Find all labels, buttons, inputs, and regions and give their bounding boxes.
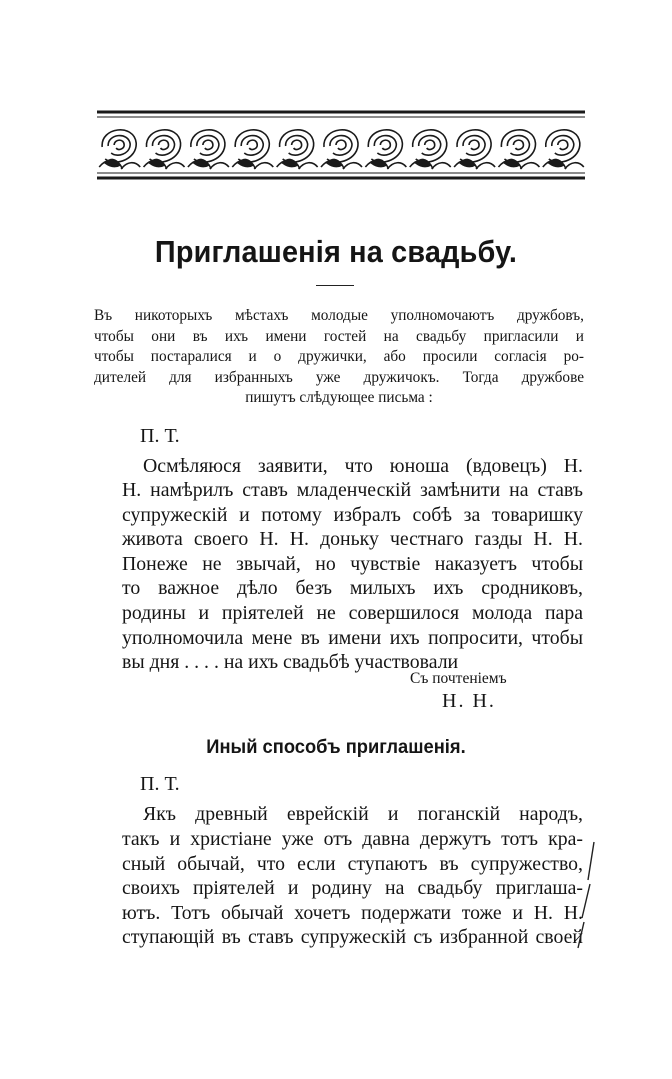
letter-line: такъ и христіане уже отъ давна держутъ тотъ кра- [122,828,583,850]
rose-ornament-icon [188,130,229,169]
letter-line: сный обычай, что если ступаютъ въ супружество, [122,852,583,875]
section-subtitle: Иный способъ приглашенія. [206,736,466,758]
letter-line: Н. намѣрилъ ставъ младенческій замѣнити на ставъ [122,479,583,501]
letter1-body [122,478,583,675]
letter-line: ступающій въ ставъ супружескій съ избранной своей [122,926,583,949]
rose-ornament-icon [277,130,318,169]
rose-ornament-icon [543,130,584,169]
intro-line: пишутъ слѣдующее письма : [245,389,433,406]
letter-line: Понеже не звычай, но чувствіе наказуетъ чтобы [122,552,583,575]
letter1-signature: Н. Н. [442,690,496,712]
letter1-closing: Съ почтеніемъ [410,670,507,687]
letter-line: уполномочила мене въ имени ихъ попросити, чтобы [122,626,583,649]
letter2-body [122,827,583,950]
rose-ornament-icon [365,130,406,169]
letter2-first-line-block [143,802,583,827]
rose-ornament-icon [144,130,185,169]
letter-line: Осмѣляюся заявити, что юноша (вдовецъ) Н. [143,455,583,477]
rose-ornament-icon [454,130,495,169]
letter2-salutation: П. Т. [140,773,180,795]
letter-line: то важное дѣло безъ милыхъ ихъ сродниковъ, [122,577,583,600]
letter-line: супружескій и потому избралъ собѣ за товаришку [122,503,583,526]
letter1-salutation: П. Т. [140,425,180,447]
letter-line: своихъ пріятелей и родину на свадьбу приглаша- [122,877,583,900]
rose-ornament-icon [410,130,451,169]
letter-line: родины и пріятелей не совершилося молода пара [122,601,583,624]
intro-line: дителей для избранныхъ уже дружичокъ. Тогда дружбове [94,368,584,386]
rose-ornament-icon [232,130,273,169]
title-underline [316,285,354,286]
rose-ornament-icon [321,130,362,169]
intro-paragraph [94,306,584,409]
rose-ornament-icon [99,130,140,169]
letter-line: Якъ древный еврейскій и поганскій народъ, [143,803,583,825]
intro-line: чтобы они въ ихъ имени гостей на свадьбу пригласили и [94,327,584,345]
letter1-first-line-block [143,454,583,479]
letter-line: живота своего Н. Н. доньку честнаго газды Н. Н. [122,528,583,551]
letter-line: вы дня . . . . на ихъ свадьбѣ участвовали [122,651,459,674]
page-title: Приглашенія на свадьбу. [154,234,518,269]
rose-ornament-icon [498,130,539,169]
margin-pencil-mark [560,840,600,950]
ornamental-header-band [97,110,585,185]
intro-line: чтобы постаралися и о дружички, або просили согласія ро- [94,348,584,365]
intro-line: Въ никоторыхъ мѣстахъ молодые уполномочаютъ дружбовъ, [94,307,584,324]
letter-line: ютъ. Тотъ обычай хочетъ подержати тоже и Н. Н. [122,901,583,924]
